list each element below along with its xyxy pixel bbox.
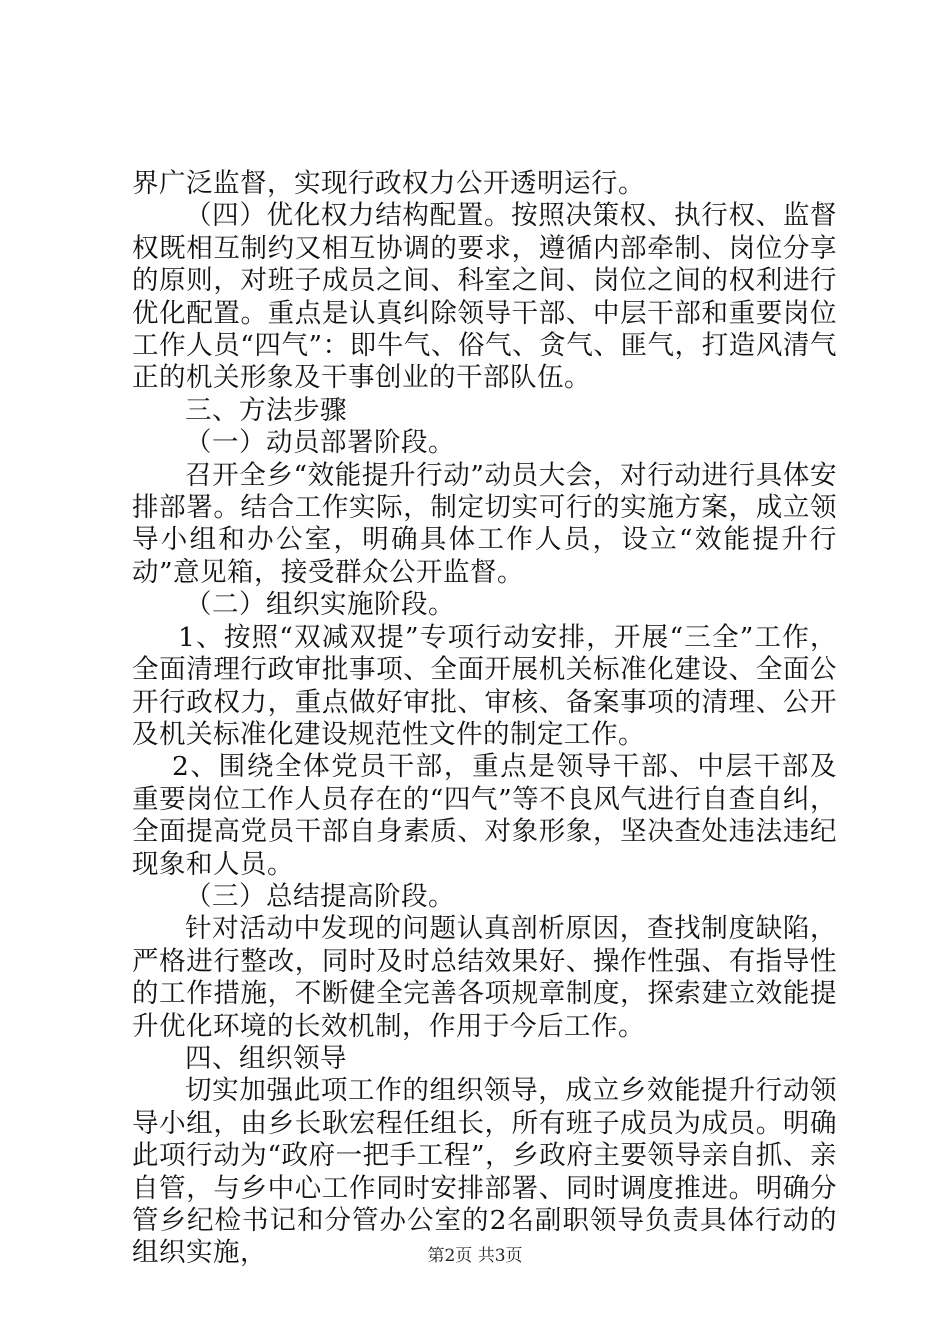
page-footer: 第2页 共3页 [427, 1246, 523, 1266]
paragraph-continuation: 界广泛监督，实现行政权力公开透明运行。 [132, 168, 645, 199]
document-body [132, 168, 837, 1270]
paragraph-organization: 切实加强此项工作的组织领导，成立乡效能提升行动领导小组，由乡长耿宏程任组长，所有班子成员为成员。明确此项行动为“政府一把手工程”，乡政府主要领导亲自抓、亲自管，与乡中心工作同时安排部署、同时调度推进。明确分管乡纪检书记和分管办公室的2名副职领导负责具体行动的组织实施， [132, 1075, 837, 1269]
heading-summary-stage: （三）总结提高阶段。 [185, 880, 455, 912]
paragraph-implementation-item-2: 2、围绕全体党员干部，重点是领导干部、中层干部及重要岗位工作人员存在的“四气”等不良风气进行自查自纠，全面提高党员干部自身素质、对象形象，坚决查处违法违纪现象和人员。 [132, 751, 837, 880]
heading-implementation-stage: （二）组织实施阶段。 [185, 589, 455, 621]
heading-organization-leadership: 四、组织领导 [185, 1042, 347, 1074]
heading-mobilization-stage: （一）动员部署阶段。 [185, 427, 455, 459]
heading-methods-steps: 三、方法步骤 [185, 394, 347, 426]
paragraph-summary: 针对活动中发现的问题认真剖析原因，查找制度缺陷，严格进行整改，同时及时总结效果好、操作性强、有指导性的工作措施，不断健全完善各项规章制度，探索建立效能提升优化环境的长效机制，作用于今后工作。 [132, 913, 837, 1042]
paragraph-implementation-item-1: 1、按照“双减双提”专项行动安排，开展“三全”工作，全面清理行政审批事项、全面开展机关标准化建设、全面公开行政权力，重点做好审批、审核、备案事项的清理、公开及机关标准化建设规范性文件的制定工作。 [132, 621, 837, 750]
paragraph-mobilization: 召开全乡“效能提升行动”动员大会，对行动进行具体安排部署。结合工作实际，制定切实可行的实施方案，成立领导小组和办公室，明确具体工作人员，设立“效能提升行动”意见箱，接受群众公开监督。 [132, 459, 837, 588]
paragraph-section-four-optimize: （四）优化权力结构配置。按照决策权、执行权、监督权既相互制约又相互协调的要求，遵循内部牵制、岗位分享的原则，对班子成员之间、科室之间、岗位之间的权利进行优化配置。重点是认真纠除领导干部、中层干部和重要岗位工作人员“四气”：即牛气、俗气、贪气、匪气，打造风清气正的机关形象及干事创业的干部队伍。 [132, 200, 837, 394]
